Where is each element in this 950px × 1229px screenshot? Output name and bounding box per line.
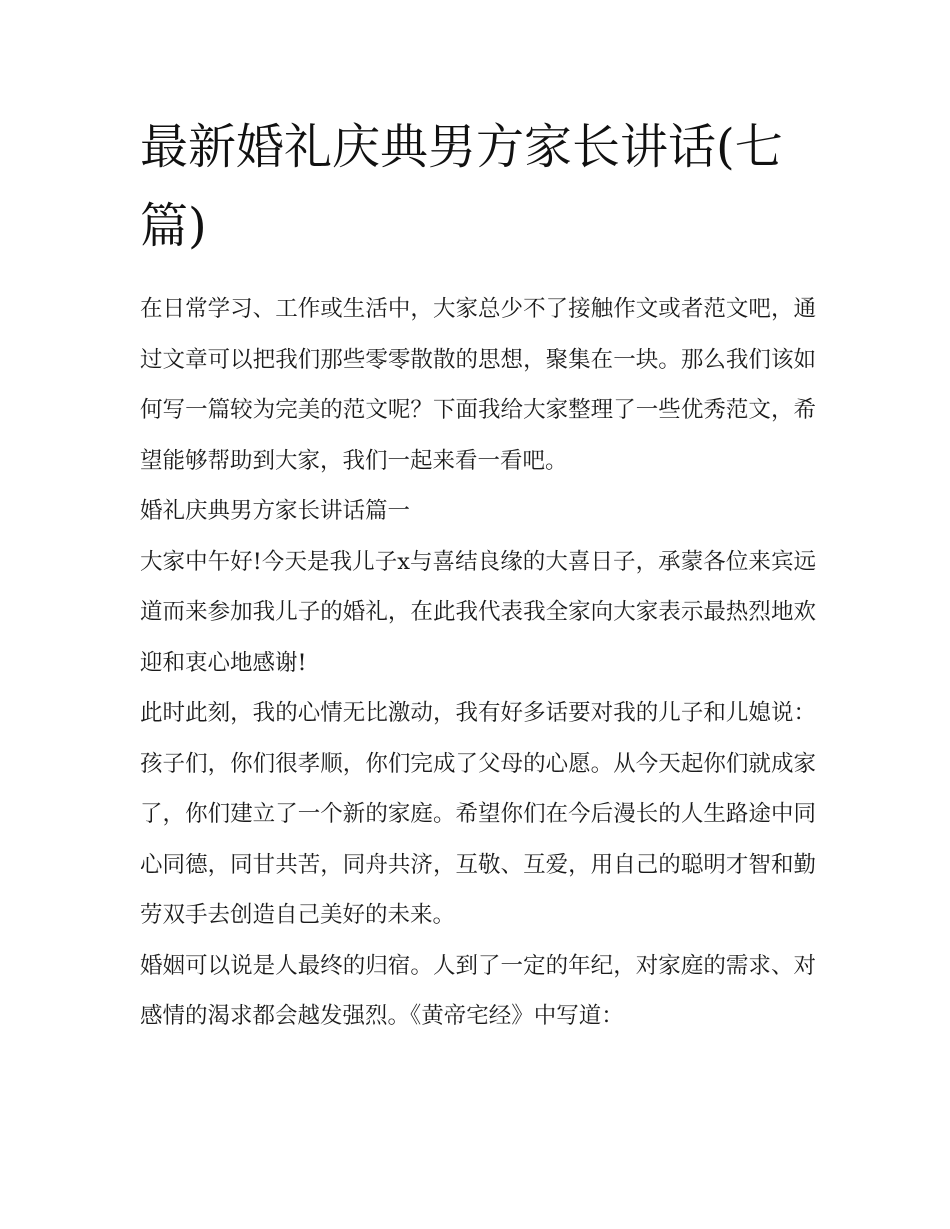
document-content bbox=[140, 108, 816, 1042]
document-title: 最新婚礼庆典男方家长讲话(七篇) bbox=[140, 119, 783, 254]
section-heading: 婚礼庆典男方家长讲话篇一 bbox=[140, 498, 411, 524]
body-paragraph-1: 大家中午好!今天是我儿子x与喜结良缘的大喜日子，承蒙各位来宾远道而来参加我儿子的婚礼，在此我代表我全家向大家表示最热烈地欢迎和衷心地感谢! bbox=[140, 548, 816, 676]
document-body bbox=[140, 284, 816, 1042]
intro-paragraph: 在日常学习、工作或生活中，大家总少不了接触作文或者范文吧，通过文章可以把我们那些零零散散的思想，聚集在一块。那么我们该如何写一篇较为完美的范文呢？下面我给大家整理了一些优秀范文，希望能够帮助到大家，我们一起来看一看吧。 bbox=[140, 296, 816, 474]
body-paragraph-3: 婚姻可以说是人最终的归宿。人到了一定的年纪，对家庭的需求、对感情的渴求都会越发强烈。《黄帝宅经》中写道： bbox=[140, 952, 816, 1029]
body-paragraph-2: 此时此刻，我的心情无比激动，我有好多话要对我的儿子和儿媳说：孩子们，你们很孝顺，你们完成了父母的心愿。从今天起你们就成家了，你们建立了一个新的家庭。希望你们在今后漫长的人生路途中同心同德，同甘共苦，同舟共济，互敬、互爱，用自己的聪明才智和勤劳双手去创造自己美好的未来。 bbox=[140, 700, 816, 928]
